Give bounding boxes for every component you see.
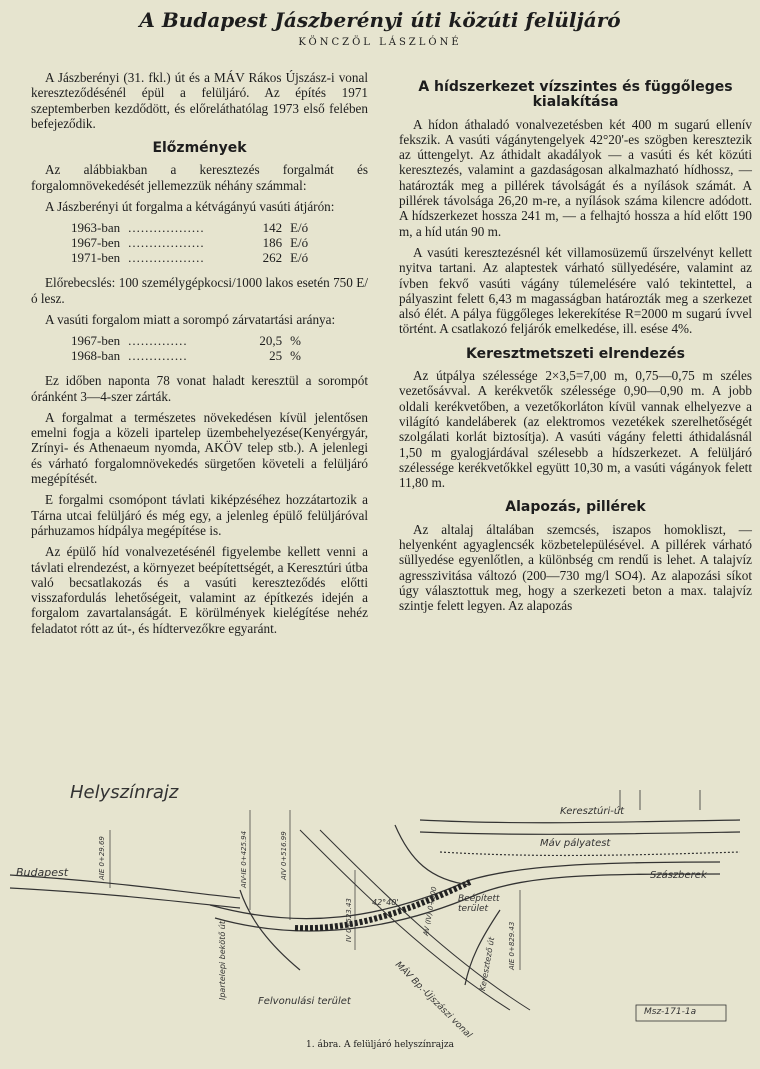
label-station: AV (IV) 0+800 — [422, 886, 439, 937]
paragraph: A vasúti forgalom miatt a sorompó zárvatartási aránya: — [45, 311, 336, 327]
label-station: IV 0+523.43 — [345, 898, 353, 942]
mav-track-line — [440, 852, 740, 855]
label-ref: Msz-171-1a — [644, 1007, 697, 1017]
paragraph: A hídon áthaladó vonalvezetésben két 400 m sugarú ellenív fekszik. A vasúti vágánytengelyek 42°20'-es szögben keresztezik az úttengelyt. Az áthidalt akadályok — a vasúti és két közúti keresztezés, valamint a gazdaságosan alkalmazható hídhossz, — határozták meg a pillérek távolságát és a nyílások számát. A pillérek távolsága 26,20 m-re, a nyílások száma kilencre adódott. A hídszerkezet hossza 241 m, — a felhajtó hossza a híd előtt 190 m, a híd után 90 m. — [399, 116, 752, 239]
site-plan-figure — [0, 770, 760, 1065]
paragraph: Az alábbiakban a keresztezés forgalmát és forgalomnövekedését jellemezzük néhány számmal: — [31, 162, 368, 193]
right-column — [399, 80, 752, 620]
paragraph: A vasúti keresztezésnél két villamosüzemű űrszelvényt kellett nyitva tartani. Az alaptestek várható süllyedésére, valamint az ívben fekvő vasúti vágány túlemelésére való tekintettel, a pályaszint felett 6,43 m magasságban határozták meg a szerkezet alsó élét. A pálya függőleges lekerekítése R=2000 m sugarú ívvel történt. A csatlakozó feljárók emelkedése, ill. esése 4%. — [399, 244, 752, 337]
leader-dots: .............. — [128, 348, 188, 364]
value-cell: 262 — [262, 250, 283, 266]
main-road-line — [10, 888, 240, 908]
leader-dots: .............. — [128, 333, 188, 349]
section-heading-hidszerkezet: A hídszerkezet vízszintes és függőleges kialakítása — [418, 79, 733, 111]
article-author: KÖNCZÖL LÁSZLÓNÉ — [298, 37, 462, 48]
table-row — [71, 333, 301, 348]
label-station: AIV-IE 0+425.94 — [240, 830, 248, 888]
paragraph: Az útpálya szélessége 2×3,5=7,00 m, 0,75—0,75 m széles vezetősávval. A kerékvetők szélessége 0,90—0,90 m. A jobb oldali kerékvetőben, a vezetőkorláton kívül vannak elhelyezve a világító kandeláberek (az elektromos vezetékek szerelhetőségét szolgálati korlát biztosítja). A vasúti vágány feletti áthidalásnál 1,50 m gyalogjárdával szélesebb a hídszerkezet. A felüljáró szélessége kerékvetőkkel együtt 10,30 m, a vasúti vágányok felett 11,80 m. — [399, 368, 752, 491]
paragraph: Ez időben naponta 78 vonat haladt keresztül a sorompót óránként 3—4-szer zárták. — [31, 373, 368, 404]
curve-road-line — [395, 825, 470, 885]
value-cell: 25 — [269, 348, 283, 364]
left-column — [31, 70, 368, 642]
kereszturi-road-line — [420, 820, 740, 823]
label-station: AIE 0+29.69 — [98, 836, 106, 880]
unit-cell: % — [290, 333, 301, 349]
value-cell: 142 — [262, 220, 283, 236]
closure-table — [71, 333, 301, 363]
paragraph: A forgalmat a természetes növekedésen kívül jelentősen emelni fogja a közeli ipartelep üzembehelyezése(Kenyérgyár, Zrínyi- és Athenaeum nyomda, AKÖV telep stb.). A jelenlegi és várható forgalomnövekedés sürgetően követeli a felüljáró megépítését. — [31, 409, 368, 487]
section-heading-keresztmetszet: Keresztmetszeti elrendezés — [466, 345, 685, 362]
leader-dots: .................. — [128, 220, 205, 236]
label-mav-palyatest: Máv pályatest — [540, 838, 611, 849]
unit-cell: E/ó — [290, 220, 309, 236]
kereszturi-road-line — [420, 832, 740, 834]
paragraph: E forgalmi csomópont távlati kiképzéséhez hozzátartozik a Tárna utcai felüljáró és még egy, a jelenleg épülő felüljáróval párhuzamos hídpálya megépítése is. — [31, 492, 368, 538]
table-row — [71, 220, 308, 235]
section-heading-elozmenyek: Előzmények — [152, 140, 247, 157]
frame-lines — [620, 790, 700, 810]
intro-paragraph: A Jászberényi (31. fkl.) út és a MÁV Rákos Újszász-i vonal kereszteződésénél épül a felüljáró. Az építés 1971 szeptemberben kezdődött, és előreláthatólag 1973 első felében befejeződik. — [31, 70, 368, 131]
year-cell: 1971-ben — [71, 250, 121, 266]
label-kereszturi: Keresztúri-út — [560, 806, 625, 817]
leader-dots: .................. — [128, 250, 205, 266]
label-beepitett: Beépített terület — [458, 894, 500, 914]
section-heading-alapozas: Alapozás, pillérek — [505, 499, 646, 516]
value-cell: 20,5 — [259, 333, 283, 349]
label-szaszberek: Szászberek — [650, 870, 707, 881]
leader-dots: .................. — [128, 235, 205, 251]
value-cell: 186 — [262, 235, 283, 251]
year-cell: 1967-ben — [71, 333, 121, 349]
figure-title: Helyszínrajz — [70, 782, 179, 803]
figure-caption: 1. ábra. A felüljáró helyszínrajza — [306, 1040, 454, 1050]
unit-cell: E/ó — [290, 235, 309, 251]
label-ipartelepi: Ipartelepi bekötő út — [218, 921, 227, 1000]
paragraph: A Jászberényi út forgalma a kétvágányú vasúti átjárón: — [45, 199, 335, 215]
label-felvonulasi: Felvonulási terület — [258, 996, 351, 1007]
label-mav-vonal: MÁV Bp.-Újszászi vonal — [392, 960, 474, 1041]
table-row — [71, 348, 301, 363]
label-station: AIV 0+516.99 — [280, 831, 288, 880]
paragraph: Előrebecslés: 100 személygépkocsi/1000 lakos esetén 750 E/ó lesz. — [31, 275, 368, 306]
label-keresztezo: Keresztező út — [478, 936, 497, 992]
label-angle: 42°40' — [372, 898, 399, 907]
label-station: AIE 0+829.43 — [508, 921, 516, 970]
year-cell: 1968-ban — [71, 348, 121, 364]
paragraph: Az altalaj általában szemcsés, iszapos homokliszt, — helyenként agyaglencsék közbetelepülésével. A pillérek várható süllyedése egyenlőtlen, a különbség cm rendű is lehet. A talajvíz agresszivitása változó (200—730 mg/l SO4). Az alapozási síkot úgy választottuk meg, hogy a szerkezeti beton a max. talajvíz szintje felett legyen. Az alapozás — [399, 521, 752, 614]
paragraph: Az épülő híd vonalvezetésénél figyelembe kellett venni a távlati elrendezést, a környezet beépítettségét, a Keresztúri útba való becsatlakozás és a vasúti kereszteződés előtti visszafordulás lehetőségeit, valamint az építkezés idején a forgalom zavartalanságát. E körülmények kielégítése nehéz feladatot rótt az út-, és hídtervezőkre egyaránt. — [31, 544, 368, 636]
year-cell: 1967-ben — [71, 235, 121, 251]
label-budapest: Budapest — [16, 866, 69, 879]
table-row — [71, 235, 308, 250]
article-title: A Budapest Jászberényi úti közúti felüljáró — [139, 8, 621, 32]
unit-cell: % — [290, 348, 301, 364]
unit-cell: E/ó — [290, 250, 309, 266]
traffic-table — [71, 220, 308, 265]
year-cell: 1963-ban — [71, 220, 121, 236]
table-row — [71, 250, 308, 265]
